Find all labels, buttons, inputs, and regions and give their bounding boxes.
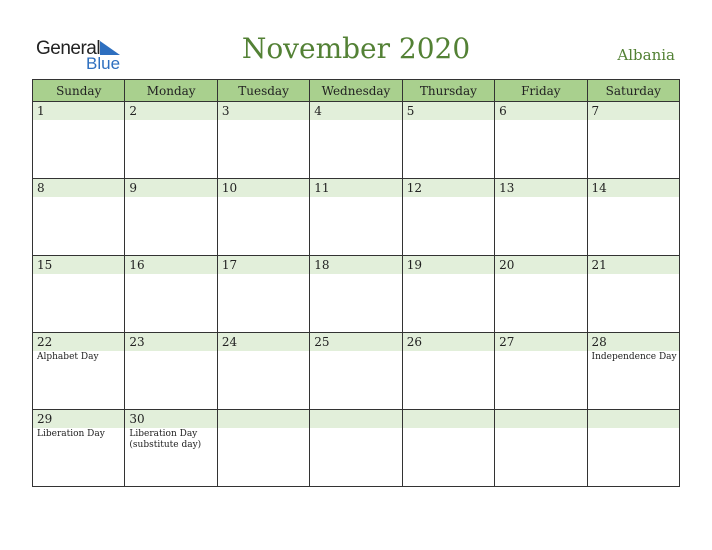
holiday-label <box>403 428 494 429</box>
week-row <box>33 102 680 179</box>
day-cell <box>33 410 125 487</box>
day-number: 14 <box>588 179 679 197</box>
day-number: 20 <box>495 256 586 274</box>
day-number: 26 <box>403 333 494 351</box>
day-cell <box>402 410 494 487</box>
weekday-header: Thursday <box>402 80 494 102</box>
day-cell <box>402 102 494 179</box>
day-cell <box>33 333 125 410</box>
day-number: 21 <box>588 256 679 274</box>
holiday-label <box>33 197 124 198</box>
day-number: 3 <box>218 102 309 120</box>
holiday-label <box>495 120 586 121</box>
day-number: 19 <box>403 256 494 274</box>
day-cell <box>217 256 309 333</box>
day-cell <box>310 333 402 410</box>
holiday-label: Independence Day <box>591 352 677 362</box>
holiday-label <box>218 351 309 352</box>
holiday-label <box>218 197 309 198</box>
holiday-label: Alphabet Day <box>37 352 99 362</box>
day-number: 7 <box>588 102 679 120</box>
day-cell <box>495 256 587 333</box>
day-cell <box>587 256 679 333</box>
day-number: 29 <box>33 410 124 428</box>
week-row <box>33 256 680 333</box>
day-number: 4 <box>310 102 401 120</box>
day-cell <box>125 102 217 179</box>
day-cell <box>125 179 217 256</box>
day-cell <box>495 333 587 410</box>
day-cell <box>495 410 587 487</box>
holiday-label <box>495 351 586 352</box>
holiday-label <box>588 197 679 198</box>
holiday-label <box>588 274 679 275</box>
logo-blue-text: Blue <box>86 54 121 73</box>
holiday-label <box>33 274 124 275</box>
day-number: 5 <box>403 102 494 120</box>
day-number: 28 <box>588 333 679 351</box>
day-cell <box>402 333 494 410</box>
day-cell <box>217 410 309 487</box>
weekday-header: Sunday <box>33 80 125 102</box>
day-number: 6 <box>495 102 586 120</box>
logo-general-text: General <box>36 38 101 59</box>
holiday-label <box>495 428 586 429</box>
day-cell <box>495 102 587 179</box>
day-number: 8 <box>33 179 124 197</box>
calendar-grid <box>32 79 680 487</box>
weekday-header: Tuesday <box>217 80 309 102</box>
day-number: 17 <box>218 256 309 274</box>
day-cell <box>402 256 494 333</box>
week-row <box>33 410 680 487</box>
week-row <box>33 179 680 256</box>
day-cell <box>587 102 679 179</box>
day-number <box>403 410 494 428</box>
day-number <box>588 410 679 428</box>
day-cell <box>402 179 494 256</box>
holiday-label <box>588 120 679 121</box>
day-number: 30 <box>125 410 216 428</box>
day-cell <box>310 179 402 256</box>
weekday-header: Saturday <box>587 80 679 102</box>
week-row <box>33 333 680 410</box>
day-cell <box>125 256 217 333</box>
weekday-header: Friday <box>495 80 587 102</box>
day-number <box>218 410 309 428</box>
day-number: 24 <box>218 333 309 351</box>
holiday-label <box>495 197 586 198</box>
day-number: 13 <box>495 179 586 197</box>
day-cell <box>33 102 125 179</box>
day-number: 11 <box>310 179 401 197</box>
country-label: Albania <box>617 46 675 64</box>
holiday-label <box>588 428 679 429</box>
weekday-header-row <box>33 80 680 102</box>
holiday-label <box>218 274 309 275</box>
holiday-label <box>310 351 401 352</box>
day-cell <box>495 179 587 256</box>
holiday-label <box>125 274 216 275</box>
day-cell <box>587 410 679 487</box>
day-number: 16 <box>125 256 216 274</box>
day-number: 27 <box>495 333 586 351</box>
holiday-label <box>218 120 309 121</box>
day-cell <box>125 333 217 410</box>
holiday-label <box>125 120 216 121</box>
day-number: 9 <box>125 179 216 197</box>
holiday-label <box>403 351 494 352</box>
day-number: 12 <box>403 179 494 197</box>
day-cell <box>310 102 402 179</box>
day-number: 25 <box>310 333 401 351</box>
day-cell <box>125 410 217 487</box>
holiday-label <box>310 428 401 429</box>
day-cell <box>587 333 679 410</box>
day-number: 2 <box>125 102 216 120</box>
holiday-label: Liberation Day (substitute day) <box>129 429 202 450</box>
day-cell <box>217 333 309 410</box>
day-number <box>310 410 401 428</box>
day-number: 18 <box>310 256 401 274</box>
day-number: 22 <box>33 333 124 351</box>
day-number: 15 <box>33 256 124 274</box>
holiday-label <box>310 274 401 275</box>
holiday-label <box>403 197 494 198</box>
day-number: 1 <box>33 102 124 120</box>
holiday-label <box>33 120 124 121</box>
holiday-label <box>218 428 309 429</box>
day-number: 23 <box>125 333 216 351</box>
page-title: November 2020 <box>241 32 471 65</box>
day-cell <box>33 179 125 256</box>
holiday-label: Liberation Day <box>37 429 105 439</box>
day-cell <box>217 179 309 256</box>
day-number <box>495 410 586 428</box>
holiday-label <box>310 120 401 121</box>
day-cell <box>310 410 402 487</box>
holiday-label <box>403 274 494 275</box>
day-number: 10 <box>218 179 309 197</box>
day-cell <box>310 256 402 333</box>
day-cell <box>587 179 679 256</box>
holiday-label <box>310 197 401 198</box>
holiday-label <box>495 274 586 275</box>
day-cell <box>217 102 309 179</box>
holiday-label <box>403 120 494 121</box>
holiday-label <box>125 197 216 198</box>
day-cell <box>33 256 125 333</box>
weekday-header: Monday <box>125 80 217 102</box>
holiday-label <box>125 351 216 352</box>
weekday-header: Wednesday <box>310 80 402 102</box>
